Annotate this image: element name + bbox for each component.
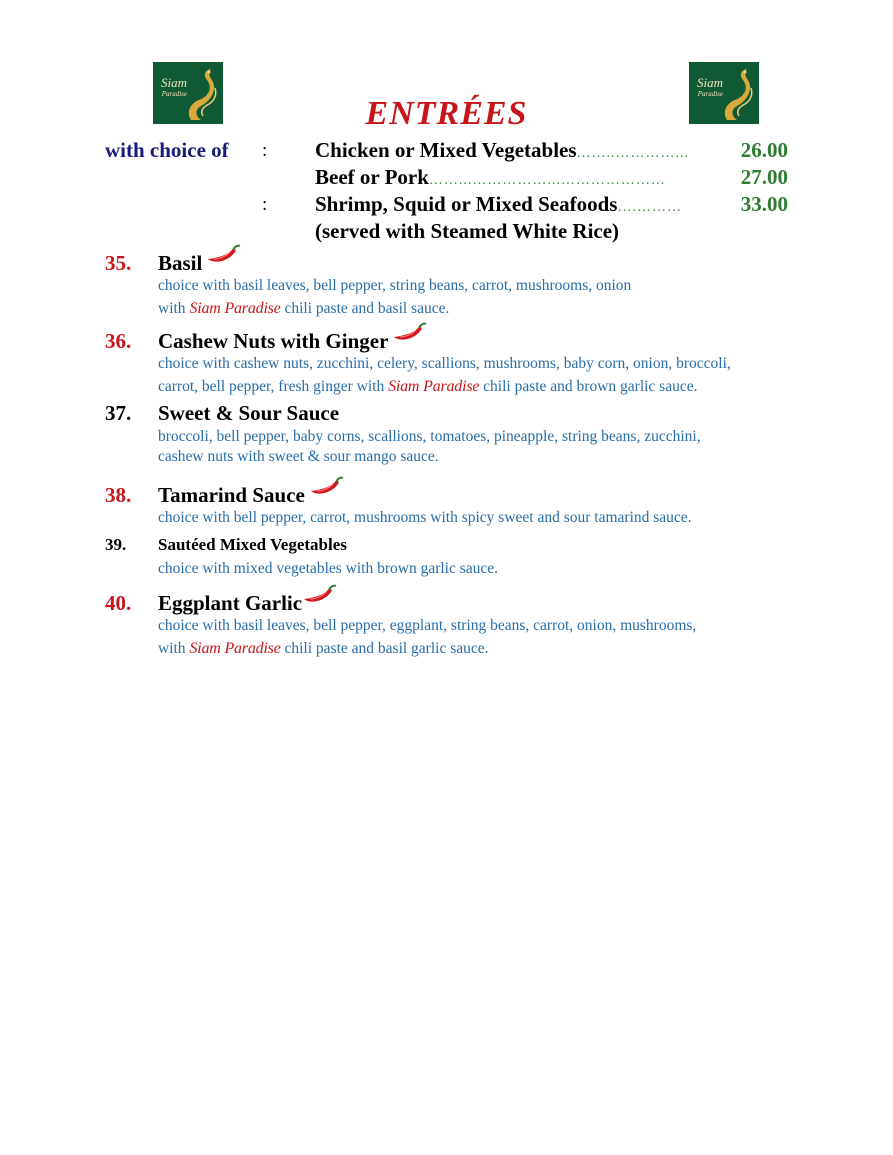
leader-dots: ….……… [617, 200, 682, 215]
brand-name: Siam Paradise [388, 378, 480, 395]
description-line: choice with bell pepper, carrot, mushrooms with spicy sweet and sour tamarind sauce. [158, 509, 692, 526]
description-line: choice with cashew nuts, zucchini, celery, scallions, mushrooms, baby corn, onion, broccoli, [158, 355, 731, 372]
menu-item [105, 480, 825, 529]
logo-title: Siam [161, 75, 187, 90]
item-name: Basil [158, 251, 203, 275]
menu-item [105, 588, 825, 660]
item-description [158, 427, 825, 467]
description-line [158, 375, 825, 398]
chili-pepper-icon [302, 584, 338, 606]
protein-option [315, 138, 788, 164]
description-text: with [158, 640, 186, 657]
logo-title: Siam [697, 75, 723, 90]
leader-dots: ……..…………... [576, 146, 690, 161]
description-text: chili paste and basil garlic sauce. [284, 640, 489, 657]
description-line [158, 297, 825, 320]
item-description [158, 614, 825, 660]
description-text: with [158, 300, 186, 317]
item-name: Eggplant Garlic [158, 591, 303, 615]
option-name: Chicken or Mixed Vegetables [315, 138, 577, 162]
description-line: cashew nuts with sweet & sour mango sauce. [158, 448, 439, 465]
option-price: 33.00 [740, 192, 788, 216]
item-name: Sautéed Mixed Vegetables [158, 535, 347, 554]
item-name: Sweet & Sour Sauce [158, 401, 340, 425]
leader-dots: ……...……………...………………… [428, 173, 666, 188]
item-number: 40. [105, 591, 132, 615]
colon: : [262, 194, 268, 215]
menu-item [105, 248, 825, 320]
item-number: 35. [105, 251, 132, 275]
protein-option [315, 192, 788, 218]
brand-name: Siam Paradise [189, 640, 281, 657]
item-number: 39. [105, 535, 127, 554]
chili-pepper-icon [392, 322, 428, 344]
served-note: (served with Steamed White Rice) [315, 219, 620, 243]
item-description [158, 506, 825, 529]
choice-label: with choice of [105, 138, 229, 162]
item-number: 36. [105, 329, 132, 353]
item-number: 37. [105, 401, 132, 425]
chili-pepper-icon [309, 476, 345, 498]
menu-item [105, 535, 825, 580]
description-line [158, 637, 825, 660]
item-description [158, 557, 825, 580]
logo-subtitle: Paradise [697, 90, 723, 98]
description-line: choice with mixed vegetables with brown garlic sauce. [158, 560, 499, 577]
protein-option [315, 165, 788, 191]
description-line: choice with basil leaves, bell pepper, string beans, carrot, mushrooms, onion [158, 277, 632, 294]
option-name: Beef or Pork [315, 165, 429, 189]
menu-item [105, 401, 825, 467]
chili-pepper-icon [206, 244, 242, 266]
colon: : [262, 140, 268, 161]
brand-name: Siam Paradise [189, 300, 281, 317]
description-text: chili paste and brown garlic sauce. [483, 378, 698, 395]
description-text: chili paste and basil sauce. [284, 300, 450, 317]
item-name: Tamarind Sauce [158, 483, 305, 507]
page-title: ENTRÉES [365, 95, 528, 132]
description-text: carrot, bell pepper, fresh ginger with [158, 378, 385, 395]
menu-item [105, 326, 825, 398]
item-number: 38. [105, 483, 132, 507]
description-line: broccoli, bell pepper, baby corns, scallions, tomatoes, pineapple, string beans, zucchini, [158, 428, 701, 445]
option-price: 27.00 [740, 165, 788, 189]
option-price: 26.00 [740, 138, 788, 162]
item-description [158, 352, 825, 398]
logo-subtitle: Paradise [161, 90, 187, 98]
item-description [158, 274, 825, 320]
description-line: choice with basil leaves, bell pepper, eggplant, string beans, carrot, onion, mushrooms, [158, 617, 697, 634]
item-name: Cashew Nuts with Ginger [158, 329, 389, 353]
option-name: Shrimp, Squid or Mixed Seafoods [315, 192, 618, 216]
